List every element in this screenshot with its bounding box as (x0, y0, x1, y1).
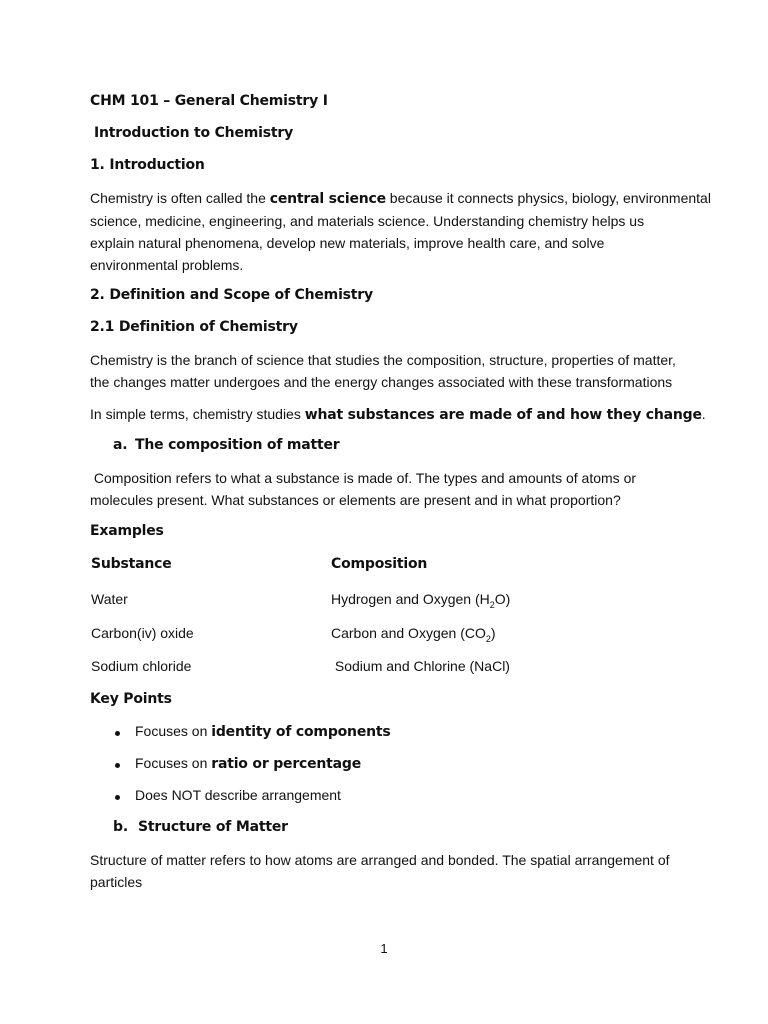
simple-terms-paragraph (90, 403, 706, 426)
formula-subscript: 2 (485, 633, 491, 644)
heading-definition-scope: 2. Definition and Scope of Chemistry (90, 287, 373, 303)
heading-definition: 2.1 Definition of Chemistry (90, 319, 298, 335)
table-cell-substance: Carbon(iv) oxide (91, 625, 194, 641)
key-point-text: Focuses on (135, 755, 212, 771)
bullet-icon (115, 731, 120, 736)
intro-line-3: explain natural phenomena, develop new materials, improve health care, and solve (90, 235, 605, 251)
composition-paragraph (90, 467, 690, 511)
simple-terms-end: . (701, 406, 706, 422)
intro-emphasis: central science (269, 191, 386, 207)
composition-line-2: molecules present. What substances or elements are present and in what proportion? (90, 492, 621, 508)
formula-tail: ) (490, 625, 496, 641)
table-header-substance: Substance (91, 556, 172, 572)
subheading-marker-a: a. (113, 437, 128, 453)
key-point-emphasis: ratio or percentage (211, 756, 362, 772)
table-header-composition: Composition (331, 556, 428, 572)
composition-line-1: Composition refers to what a substance is made of. The types and amounts of atoms or (90, 470, 637, 486)
course-title: CHM 101 – General Chemistry I (90, 93, 328, 109)
formula-tail: O) (494, 591, 511, 607)
table-cell-composition (331, 591, 510, 610)
bullet-icon (115, 795, 120, 800)
section-title: Introduction to Chemistry (94, 125, 293, 141)
simple-terms-start: In simple terms, chemistry studies (90, 406, 305, 422)
table-cell-composition (331, 625, 496, 644)
heading-introduction: 1. Introduction (90, 157, 205, 173)
intro-line-4: environmental problems. (90, 257, 244, 273)
definition-paragraph (90, 349, 690, 393)
formula-subscript: 2 (489, 599, 495, 610)
key-point-text: Does NOT describe arrangement (135, 787, 341, 803)
intro-line-2: science, medicine, engineering, and materials science. Understanding chemistry helps us (90, 213, 645, 229)
formula-text: Carbon and Oxygen (CO (331, 625, 486, 641)
subheading-composition-title: The composition of matter (135, 437, 340, 453)
key-point-text: Focuses on (135, 723, 212, 739)
structure-line-2: particles (90, 874, 143, 890)
page-number: 1 (380, 941, 388, 956)
table-cell-substance: Water (91, 591, 128, 607)
simple-terms-emphasis: what substances are made of and how they change (304, 407, 702, 423)
bullet-icon (115, 763, 120, 768)
structure-line-1: Structure of matter refers to how atoms are arranged and bonded. The spatial arrangement of (90, 852, 670, 868)
definition-line-2: the changes matter undergoes and the energy changes associated with these transformations (90, 374, 673, 390)
table-cell-substance: Sodium chloride (91, 658, 192, 674)
formula-text: Hydrogen and Oxygen (H (331, 591, 490, 607)
intro-text-end: because it connects physics, biology, environmental (385, 190, 711, 206)
subheading-marker-b: b. (113, 819, 128, 835)
definition-line-1: Chemistry is the branch of science that studies the composition, structure, properties of matter, (90, 352, 676, 368)
examples-heading: Examples (90, 523, 164, 539)
intro-text-start: Chemistry is often called the (90, 190, 270, 206)
key-point-emphasis: identity of components (211, 724, 391, 740)
table-cell-composition: Sodium and Chlorine (NaCl) (331, 658, 510, 674)
key-points-heading: Key Points (90, 691, 172, 707)
subheading-structure-title: Structure of Matter (138, 819, 288, 835)
intro-paragraph (90, 187, 711, 276)
structure-paragraph (90, 849, 690, 893)
